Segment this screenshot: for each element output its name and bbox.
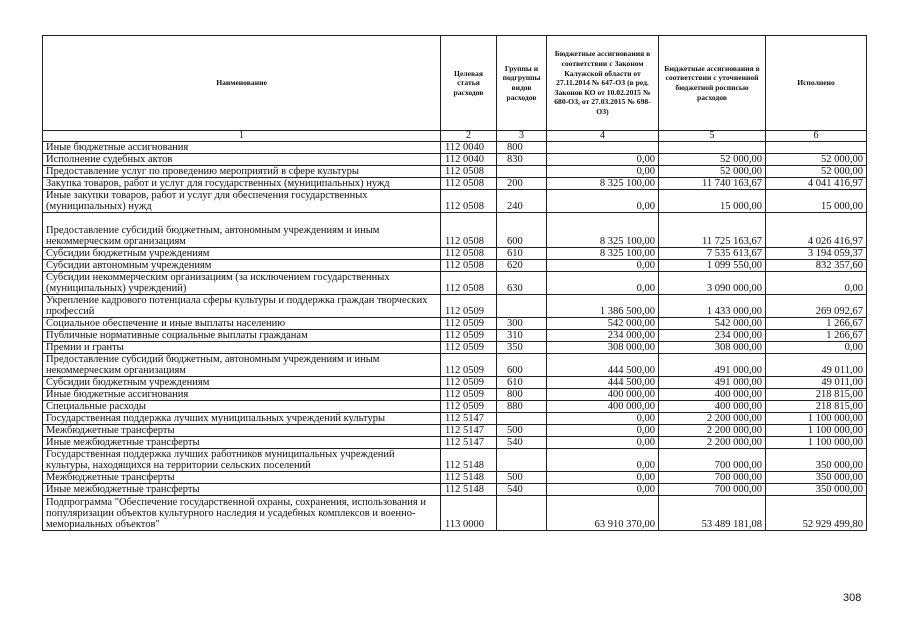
row-name-cell: Публичные нормативные социальные выплаты гражданам: [43, 330, 441, 342]
budget-table: [42, 35, 867, 531]
row-name-cell: Иные межбюджетные трансферты: [43, 484, 441, 496]
table-row: [43, 260, 867, 272]
row-assign-law-cell: 234 000,00: [547, 330, 659, 342]
row-target-cell: 112 0508: [441, 166, 497, 178]
row-executed-cell: 0,00: [766, 342, 867, 354]
row-group-cell: [497, 496, 547, 531]
row-target-cell: 112 5148: [441, 484, 497, 496]
row-assign-list-cell: 3 090 000,00: [659, 272, 766, 295]
col-num-2: 2: [441, 131, 497, 142]
table-row: [43, 295, 867, 318]
row-assign-list-cell: 52 000,00: [659, 154, 766, 166]
row-executed-cell: 350 000,00: [766, 472, 867, 484]
row-assign-law-cell: 8 325 100,00: [547, 248, 659, 260]
row-name-cell: Закупка товаров, работ и услуг для государственных (муниципальных) нужд: [43, 178, 441, 190]
col-num-6: 6: [766, 131, 867, 142]
row-name-cell: Предоставление услуг по проведению мероприятий в сфере культуры: [43, 166, 441, 178]
row-executed-cell: 3 194 059,37: [766, 248, 867, 260]
row-group-cell: 630: [497, 272, 547, 295]
column-number-row: [43, 131, 867, 142]
row-group-cell: [497, 413, 547, 425]
row-name-cell: Предоставление субсидий бюджетным, автономным учреждениям и иным некоммерческим организациям: [43, 354, 441, 377]
table-row: [43, 389, 867, 401]
row-target-cell: 112 5148: [441, 449, 497, 472]
row-target-cell: 112 0509: [441, 318, 497, 330]
row-assign-list-cell: 52 000,00: [659, 166, 766, 178]
table-row: [43, 401, 867, 413]
row-assign-list-cell: 542 000,00: [659, 318, 766, 330]
row-assign-law-cell: 0,00: [547, 449, 659, 472]
table-row: [43, 425, 867, 437]
row-assign-law-cell: 0,00: [547, 260, 659, 272]
row-target-cell: 112 0509: [441, 401, 497, 413]
table-row: [43, 166, 867, 178]
row-name-cell: Государственная поддержка лучших муниципальных учреждений культуры: [43, 413, 441, 425]
table-row: [43, 437, 867, 449]
row-assign-list-cell: 491 000,00: [659, 354, 766, 377]
row-target-cell: 112 0040: [441, 142, 497, 154]
row-target-cell: 112 0508: [441, 190, 497, 213]
row-target-cell: 112 0508: [441, 272, 497, 295]
table-row: [43, 213, 867, 248]
row-name-cell: Государственная поддержка лучших работников муниципальных учреждений культуры, находящихся на территории сельских поселений: [43, 449, 441, 472]
row-executed-cell: 218 815,00: [766, 389, 867, 401]
col-num-1: 1: [43, 131, 441, 142]
row-name-cell: Субсидии бюджетным учреждениям: [43, 377, 441, 389]
row-executed-cell: 4 041 416,97: [766, 178, 867, 190]
table-row: [43, 342, 867, 354]
row-assign-list-cell: 11 740 163,67: [659, 178, 766, 190]
row-assign-law-cell: 400 000,00: [547, 401, 659, 413]
row-group-cell: 350: [497, 342, 547, 354]
table-row: [43, 377, 867, 389]
row-assign-law-cell: 0,00: [547, 166, 659, 178]
row-assign-list-cell: 491 000,00: [659, 377, 766, 389]
row-group-cell: 600: [497, 354, 547, 377]
row-assign-law-cell: 63 910 370,00: [547, 496, 659, 531]
row-assign-list-cell: 2 200 000,00: [659, 413, 766, 425]
row-name-cell: Укрепление кадрового потенциала сферы культуры и поддержка граждан творческих профессий: [43, 295, 441, 318]
page-number: 308: [843, 592, 862, 604]
row-assign-law-cell: [547, 142, 659, 154]
row-executed-cell: 350 000,00: [766, 484, 867, 496]
row-assign-law-cell: 0,00: [547, 472, 659, 484]
row-executed-cell: 52 929 499,80: [766, 496, 867, 531]
table-row: [43, 142, 867, 154]
row-assign-law-cell: 444 500,00: [547, 377, 659, 389]
row-assign-list-cell: 11 725 163,67: [659, 213, 766, 248]
row-group-cell: 800: [497, 142, 547, 154]
row-group-cell: 200: [497, 178, 547, 190]
col-num-5: 5: [659, 131, 766, 142]
row-group-cell: 610: [497, 248, 547, 260]
col-num-3: 3: [497, 131, 547, 142]
row-executed-cell: 49 011,00: [766, 377, 867, 389]
table-row: [43, 272, 867, 295]
row-target-cell: 112 0509: [441, 354, 497, 377]
header-row: [43, 36, 867, 131]
row-executed-cell: 1 100 000,00: [766, 413, 867, 425]
row-target-cell: 112 0509: [441, 377, 497, 389]
row-group-cell: 600: [497, 213, 547, 248]
row-target-cell: 112 5147: [441, 413, 497, 425]
row-name-cell: Субсидии некоммерческим организациям (за исключением государственных (муниципальных) учреждений): [43, 272, 441, 295]
row-assign-law-cell: 8 325 100,00: [547, 213, 659, 248]
row-target-cell: 112 5148: [441, 472, 497, 484]
row-name-cell: Исполнение судебных актов: [43, 154, 441, 166]
row-executed-cell: 0,00: [766, 272, 867, 295]
row-executed-cell: 269 092,67: [766, 295, 867, 318]
row-group-cell: 830: [497, 154, 547, 166]
row-executed-cell: 49 011,00: [766, 354, 867, 377]
row-executed-cell: 1 266,67: [766, 330, 867, 342]
row-name-cell: Межбюджетные трансферты: [43, 425, 441, 437]
table-row: [43, 472, 867, 484]
row-target-cell: 112 0509: [441, 342, 497, 354]
row-group-cell: 610: [497, 377, 547, 389]
row-group-cell: 800: [497, 389, 547, 401]
row-name-cell: Межбюджетные трансферты: [43, 472, 441, 484]
row-assign-list-cell: 1 099 550,00: [659, 260, 766, 272]
row-assign-law-cell: 444 500,00: [547, 354, 659, 377]
row-target-cell: 112 0509: [441, 389, 497, 401]
row-group-cell: 500: [497, 472, 547, 484]
table-row: [43, 330, 867, 342]
row-assign-list-cell: 2 200 000,00: [659, 425, 766, 437]
row-assign-law-cell: 0,00: [547, 413, 659, 425]
table-row: [43, 190, 867, 213]
row-group-cell: 620: [497, 260, 547, 272]
row-target-cell: 112 0509: [441, 295, 497, 318]
row-name-cell: Предоставление субсидий бюджетным, автономным учреждениям и иным некоммерческим организациям: [43, 213, 441, 248]
row-target-cell: 112 0508: [441, 248, 497, 260]
row-name-cell: Иные закупки товаров, работ и услуг для обеспечения государственных (муниципальных) нужд: [43, 190, 441, 213]
row-name-cell: Специальные расходы: [43, 401, 441, 413]
table-row: [43, 496, 867, 531]
row-target-cell: 112 0040: [441, 154, 497, 166]
row-executed-cell: 1 100 000,00: [766, 425, 867, 437]
row-group-cell: [497, 295, 547, 318]
row-target-cell: 112 0508: [441, 178, 497, 190]
row-target-cell: 112 5147: [441, 425, 497, 437]
row-executed-cell: 350 000,00: [766, 449, 867, 472]
row-name-cell: Иные бюджетные ассигнования: [43, 389, 441, 401]
table-row: [43, 413, 867, 425]
row-executed-cell: 52 000,00: [766, 154, 867, 166]
row-group-cell: 310: [497, 330, 547, 342]
row-assign-list-cell: 700 000,00: [659, 472, 766, 484]
header-target: Целевая статья расходов: [441, 36, 497, 131]
row-executed-cell: 1 100 000,00: [766, 437, 867, 449]
row-assign-law-cell: 542 000,00: [547, 318, 659, 330]
header-executed: Исполнено: [766, 36, 867, 131]
row-executed-cell: 218 815,00: [766, 401, 867, 413]
row-assign-law-cell: 0,00: [547, 154, 659, 166]
row-executed-cell: 52 000,00: [766, 166, 867, 178]
row-assign-list-cell: 700 000,00: [659, 484, 766, 496]
row-target-cell: 112 0508: [441, 213, 497, 248]
row-assign-law-cell: 1 386 500,00: [547, 295, 659, 318]
row-group-cell: 500: [497, 425, 547, 437]
row-name-cell: Премии и гранты: [43, 342, 441, 354]
row-executed-cell: 832 357,60: [766, 260, 867, 272]
row-assign-law-cell: 0,00: [547, 437, 659, 449]
table-row: [43, 354, 867, 377]
row-assign-list-cell: 53 489 181,08: [659, 496, 766, 531]
row-target-cell: 112 0509: [441, 330, 497, 342]
row-group-cell: 880: [497, 401, 547, 413]
row-assign-law-cell: 0,00: [547, 272, 659, 295]
header-groups: Группы и подгруппы видов расходов: [497, 36, 547, 131]
row-target-cell: 112 5147: [441, 437, 497, 449]
table-row: [43, 484, 867, 496]
row-assign-list-cell: 400 000,00: [659, 401, 766, 413]
row-group-cell: 540: [497, 437, 547, 449]
table-row: [43, 154, 867, 166]
table-row: [43, 318, 867, 330]
header-name: Наименование: [43, 36, 441, 131]
row-assign-list-cell: 2 200 000,00: [659, 437, 766, 449]
row-assign-list-cell: 15 000,00: [659, 190, 766, 213]
row-assign-law-cell: 308 000,00: [547, 342, 659, 354]
header-assign-list: Бюджетные ассигнования в соответствии с уточненной бюджетной росписью расходов: [659, 36, 766, 131]
row-assign-law-cell: 8 325 100,00: [547, 178, 659, 190]
row-name-cell: Иные бюджетные ассигнования: [43, 142, 441, 154]
row-assign-list-cell: 1 433 000,00: [659, 295, 766, 318]
row-assign-law-cell: 0,00: [547, 484, 659, 496]
row-name-cell: Иные межбюджетные трансферты: [43, 437, 441, 449]
row-assign-list-cell: 7 535 613,67: [659, 248, 766, 260]
table-row: [43, 178, 867, 190]
table-row: [43, 248, 867, 260]
row-assign-list-cell: 700 000,00: [659, 449, 766, 472]
row-group-cell: 540: [497, 484, 547, 496]
row-assign-list-cell: [659, 142, 766, 154]
row-group-cell: 300: [497, 318, 547, 330]
row-executed-cell: [766, 142, 867, 154]
row-assign-list-cell: 400 000,00: [659, 389, 766, 401]
table-row: [43, 449, 867, 472]
row-group-cell: [497, 166, 547, 178]
row-executed-cell: 4 026 416,97: [766, 213, 867, 248]
row-target-cell: 113 0000: [441, 496, 497, 531]
row-executed-cell: 15 000,00: [766, 190, 867, 213]
row-group-cell: [497, 449, 547, 472]
row-group-cell: 240: [497, 190, 547, 213]
row-executed-cell: 1 266,67: [766, 318, 867, 330]
row-assign-list-cell: 234 000,00: [659, 330, 766, 342]
row-assign-law-cell: 400 000,00: [547, 389, 659, 401]
row-assign-law-cell: 0,00: [547, 425, 659, 437]
row-assign-law-cell: 0,00: [547, 190, 659, 213]
header-assign-law: Бюджетные ассигнования в соответствии с Законом Калужской области от 27.11.2014 № 647-ОЗ (в ред. Законов КО от 10.02.2015 № 680-ОЗ, от 27.03.2015 № 698-ОЗ): [547, 36, 659, 131]
row-name-cell: Подпрограмма "Обеспечение государственной охраны, сохранения, использования и популяризации объектов культурного наследия и усадебных комплексов и военно-мемориальных объектов": [43, 496, 441, 531]
row-name-cell: Социальное обеспечение и иные выплаты населению: [43, 318, 441, 330]
row-name-cell: Субсидии автономным учреждениям: [43, 260, 441, 272]
col-num-4: 4: [547, 131, 659, 142]
row-name-cell: Субсидии бюджетным учреждениям: [43, 248, 441, 260]
row-target-cell: 112 0508: [441, 260, 497, 272]
row-assign-list-cell: 308 000,00: [659, 342, 766, 354]
